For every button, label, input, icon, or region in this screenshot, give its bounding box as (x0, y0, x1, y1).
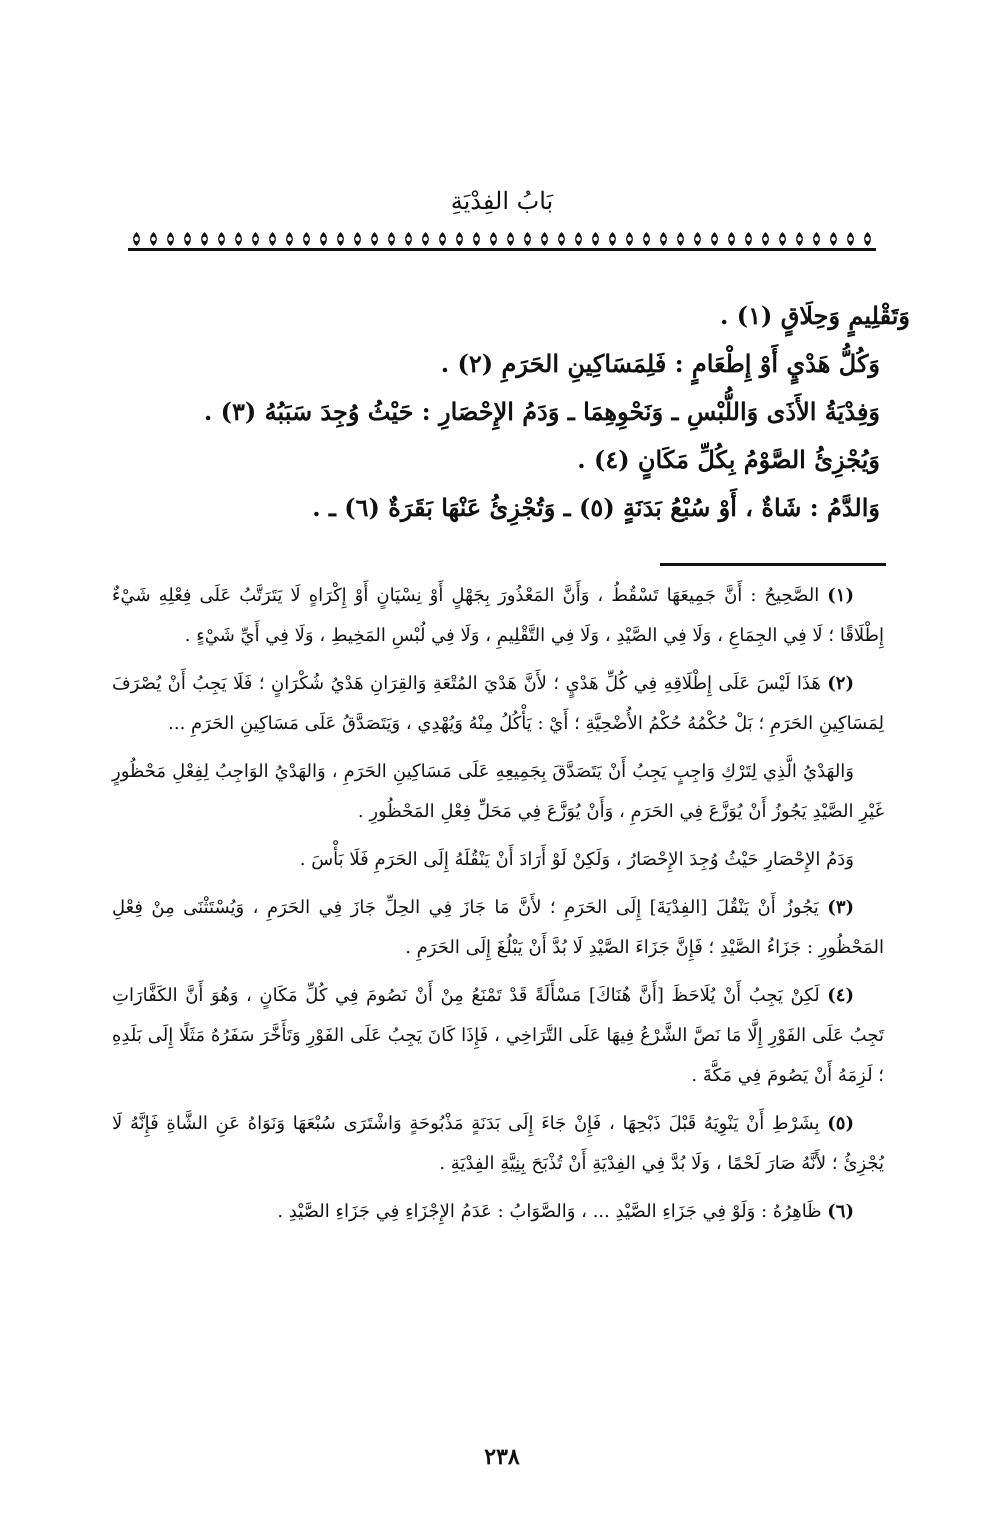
footnote-text: وَالهَدْيُ الَّذِي لِتَرْكِ وَاجِبٍ يَجِبُ أَنْ يَتَصَدَّقَ بِجَمِيعِهِ عَلَى مَسَاكِينِ الحَرَمِ ، وَالهَدْيُ الوَاجِبُ لِفِعْلِ مَحْظُورٍ غَيْرِ الصَّيْدِ يَجُوزُ أَنْ يُوَزَّعَ فِي الحَرَمِ ، وَأَنْ يُوَزَّعَ فِي مَحَلِّ فِعْلِ المَحْظُورِ . (112, 761, 884, 822)
footnote-text: الصَّحِيحُ : أَنَّ جَمِيعَهَا تَسْقُطُ ، وَأَنَّ المَعْذُورَ بِجَهْلٍ أَوْ نِسْيَانٍ أَوْ إِكْرَاهٍ لَا يَتَرَتَّبُ عَلَى فِعْلِهِ شَيْءٌ إِطْلَاقًا ؛ لَا فِي الجِمَاعِ ، وَلَا فِي الصَّيْدِ ، وَلَا فِي التَّقْلِيمِ ، وَلَا فِي لُبْسِ المَخِيطِ ، وَلَا فِي أَيِّ شَيْءٍ . (112, 585, 884, 646)
footnote-continuation (112, 752, 884, 832)
footnote-text: وَدَمُ الإِحْصَارِ حَيْثُ وُجِدَ الإِحْصَارُ ، وَلَكِنْ لَوْ أَرَادَ أَنْ يَنْقُلَهُ إِلَى الحَرَمِ فَلَا بَأْسَ . (299, 849, 854, 870)
footnote-text: ظَاهِرُهُ : وَلَوْ فِي جَزَاءِ الصَّيْدِ ... ، وَالصَّوَابُ : عَدَمُ الإِجْزَاءِ فِي جَزَاءِ الصَّيْدِ . (277, 1201, 822, 1222)
footnote (112, 1104, 884, 1184)
chapter-title: بَابُ الفِدْيَةِ (450, 187, 554, 215)
footnote-text: بِشَرْطِ أَنْ يَنْوِيَهُ قَبْلَ ذَبْحِهَا ، فَإِنْ جَاءَ إِلَى بَدَنَةٍ مَذْبُوحَةٍ وَاشْتَرَى سُبْعَهَا وَنَوَاهُ عَنِ الشَّاةِ فَإِنَّهُ لَا يُجْزِئُ ؛ لأَنَّهُ صَارَ لَحْمًا ، وَلَا بُدَّ فِي الفِدْيَةِ أَنْ تُذْبَحَ بِنِيَّةِ الفِدْيَةِ . (112, 1113, 884, 1174)
footnote (112, 888, 884, 968)
footnote-number: (١) (827, 585, 854, 606)
page-number: ٢٣٨ (484, 1444, 520, 1470)
ornament-pattern-icon (128, 230, 876, 252)
footnote-text: يَجُوزُ أَنْ يَنْقُلَ [الفِدْيَةَ] إِلَى الحَرَمِ ؛ لأَنَّ مَا جَازَ فِي الحِلِّ جَازَ فِي الحَرَمِ ، وَيُسْتَثْنَى مِنْ فِعْلِ المَحْظُورِ : جَزَاءُ الصَّيْدِ ؛ فَإِنَّ جَزَاءَ الصَّيْدِ لَا بُدَّ أَنْ يَبْلُغَ إِلَى الحَرَمِ . (112, 897, 884, 958)
footnote-separator (660, 563, 886, 566)
footnote (112, 664, 884, 744)
footnote-continuation (112, 840, 884, 880)
footnote-number: (٣) (827, 897, 855, 918)
footnote-text: لَكِنْ يَجِبُ أَنْ يُلَاحَظَ [أَنَّ هُنَاكَ] مَسْأَلَةً قَدْ تَمْنَعُ مِنْ أَنْ نَصُومَ فِي كُلِّ مَكَانٍ ، وَهُوَ أَنَّ الكَفَّارَاتِ تَجِبُ عَلَى الفَوْرِ إِلَّا مَا نَصَّ الشَّرْعُ فِيهَا عَلَى التَّرَاخِي ، فَإِذَا كَانَ يَجِبُ عَلَى الفَوْرِ وَتَأَخَّرَ سَفَرُهُ مَثَلًا إِلَى بَلَدِهِ ؛ لَزِمَهُ أَنْ يَصُومَ فِي مَكَّةَ . (112, 985, 884, 1086)
footnotes (112, 576, 884, 1240)
main-line: وَكُلُّ هَدْيٍ أَوْ إِطْعَامٍ : فَلِمَسَاكِينِ الحَرَمِ (٢) . (440, 349, 880, 378)
main-line: وَفِدْيَةُ الأَذَى وَاللُّبْسِ ـ وَنَحْوِهِمَا ـ وَدَمُ الإِحْصَارِ : حَيْثُ وُجِدَ سَبَبُهُ (٣) . (203, 397, 880, 426)
footnote (112, 1192, 884, 1232)
main-line: وَالدَّمُ : شَاةٌ ، أَوْ سُبْعُ بَدَنَةٍ (٥) ـ وَتُجْزِئُ عَنْهَا بَقَرَةٌ (٦) ـ . (312, 493, 880, 522)
footnote (112, 976, 884, 1096)
ornamental-border (128, 230, 876, 252)
footnote-text: هَذَا لَيْسَ عَلَى إِطْلَاقِهِ فِي كُلِّ هَدْيٍ ؛ لأَنَّ هَدْيَ المُتْعَةِ وَالقِرَانِ هَدْيُ شُكْرَانٍ ؛ فَلَا يَجِبُ أَنْ يُصْرَفَ لِمَسَاكِينِ الحَرَمِ ؛ بَلْ حُكْمُهُ حُكْمُ الأُضْحِيَّةِ ؛ أَيْ : يَأْكُلُ مِنْهُ وَيُهْدِي ، وَيَتَصَدَّقُ عَلَى مَسَاكِينِ الحَرَمِ ... (112, 673, 884, 734)
footnote-number: (٦) (827, 1201, 854, 1222)
main-line: وَتَقْلِيمٍ وَحِلَاقٍ (١) . (720, 301, 910, 330)
footnote (112, 576, 884, 656)
main-line: وَيُجْزِئُ الصَّوْمُ بِكُلِّ مَكَانٍ (٤) . (577, 445, 880, 474)
footnote-number: (٤) (827, 985, 854, 1006)
main-text (180, 292, 910, 532)
footnote-number: (٢) (827, 673, 854, 694)
footnote-number: (٥) (827, 1113, 854, 1134)
